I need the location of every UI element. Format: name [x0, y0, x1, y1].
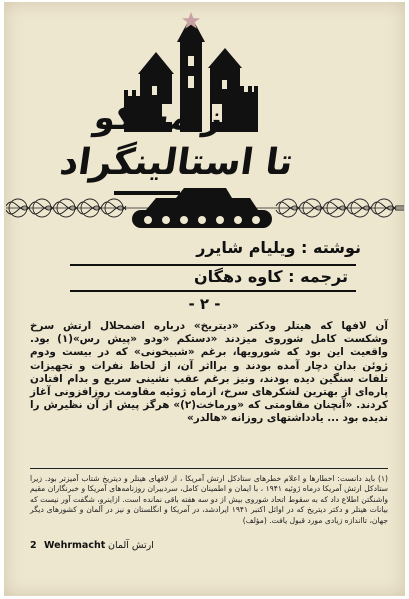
- part-number: - ۲ -: [188, 295, 221, 313]
- page-number: 2: [30, 540, 37, 551]
- footnote-divider: [30, 468, 388, 469]
- footer-term-persian: ارتش آلمان: [108, 540, 154, 551]
- body-paragraph: آن لافها که هیتلر ودکتر «دیتریخ» درباره اضمحلال ارتش سرخ وشکست کامل شوروی میزدند «دستکم «ودو «پیش رس»(۱) بود. واقعیت این بود که شورویها، برغم «شبیخونی» که در بیست ودوم ژوئن بدان دچار آمده بودند و برااثر آن، از لحاظ نفرات و تجهیزات تلفات سنگین دیده بودند، ونیز برغم عقب نشینی سریع و بدام افتادن پاره‌ای از بهترین لشکرهای سرخ، ازماه ژوئیه مقاومت روزافزونی آغاز کردند. «آنچنان مقاومتی که «ورماخت(۲)» هرگز پیش از آن نظیرش را ندیده بود ... یادداشتهای روزانه «هالدر»: [30, 320, 389, 425]
- page-footer: [30, 540, 388, 554]
- footer-term-latin: Wehrmacht: [44, 540, 106, 551]
- translator-line: ترجمه : کاوه دهگان: [193, 267, 348, 286]
- page-sheet: [4, 2, 405, 596]
- footnote-block: [30, 474, 388, 526]
- footnote-text: (۱) باید دانست: اخطارها و اعلام خطرهای ستادکل ارتش آمریکا ، از لافهای هیتلر و دیتریخ شتاب آمیزتر بود. زیرا ستادکل ارتش آمریکا درماه ژوئیه ۱۹۴۱ ، با ایمان و اطمینان کامل، سردبیران روزنامه‌های آمریکا و خبرنگاران مقیم واشنگتن اطلاع داد که به سقوط اتحاد شوروی بیش از دو سه هفته باقی نمانده است. ازاینرو، شگفت آور نیست که بیانات هیتلر و دکتر دیتریخ که در اوائل اکتبر ۱۹۴۱ ایرادشد، در آمریکا و انگلستان و نیز در آلمان و کشورهای دیگر جهان، تااندازه زیادی مورد قبول یافت. (مؤلف): [30, 474, 388, 525]
- article-body: [30, 320, 388, 426]
- author-line: نوشته : ویلیام شایرر: [196, 238, 361, 257]
- barbed-wire-tank-illustration: [6, 184, 404, 230]
- title-line-2: تا استالینگراد: [57, 142, 296, 183]
- translator-frame: [70, 264, 356, 292]
- title-line-1: از مسکو: [91, 98, 238, 138]
